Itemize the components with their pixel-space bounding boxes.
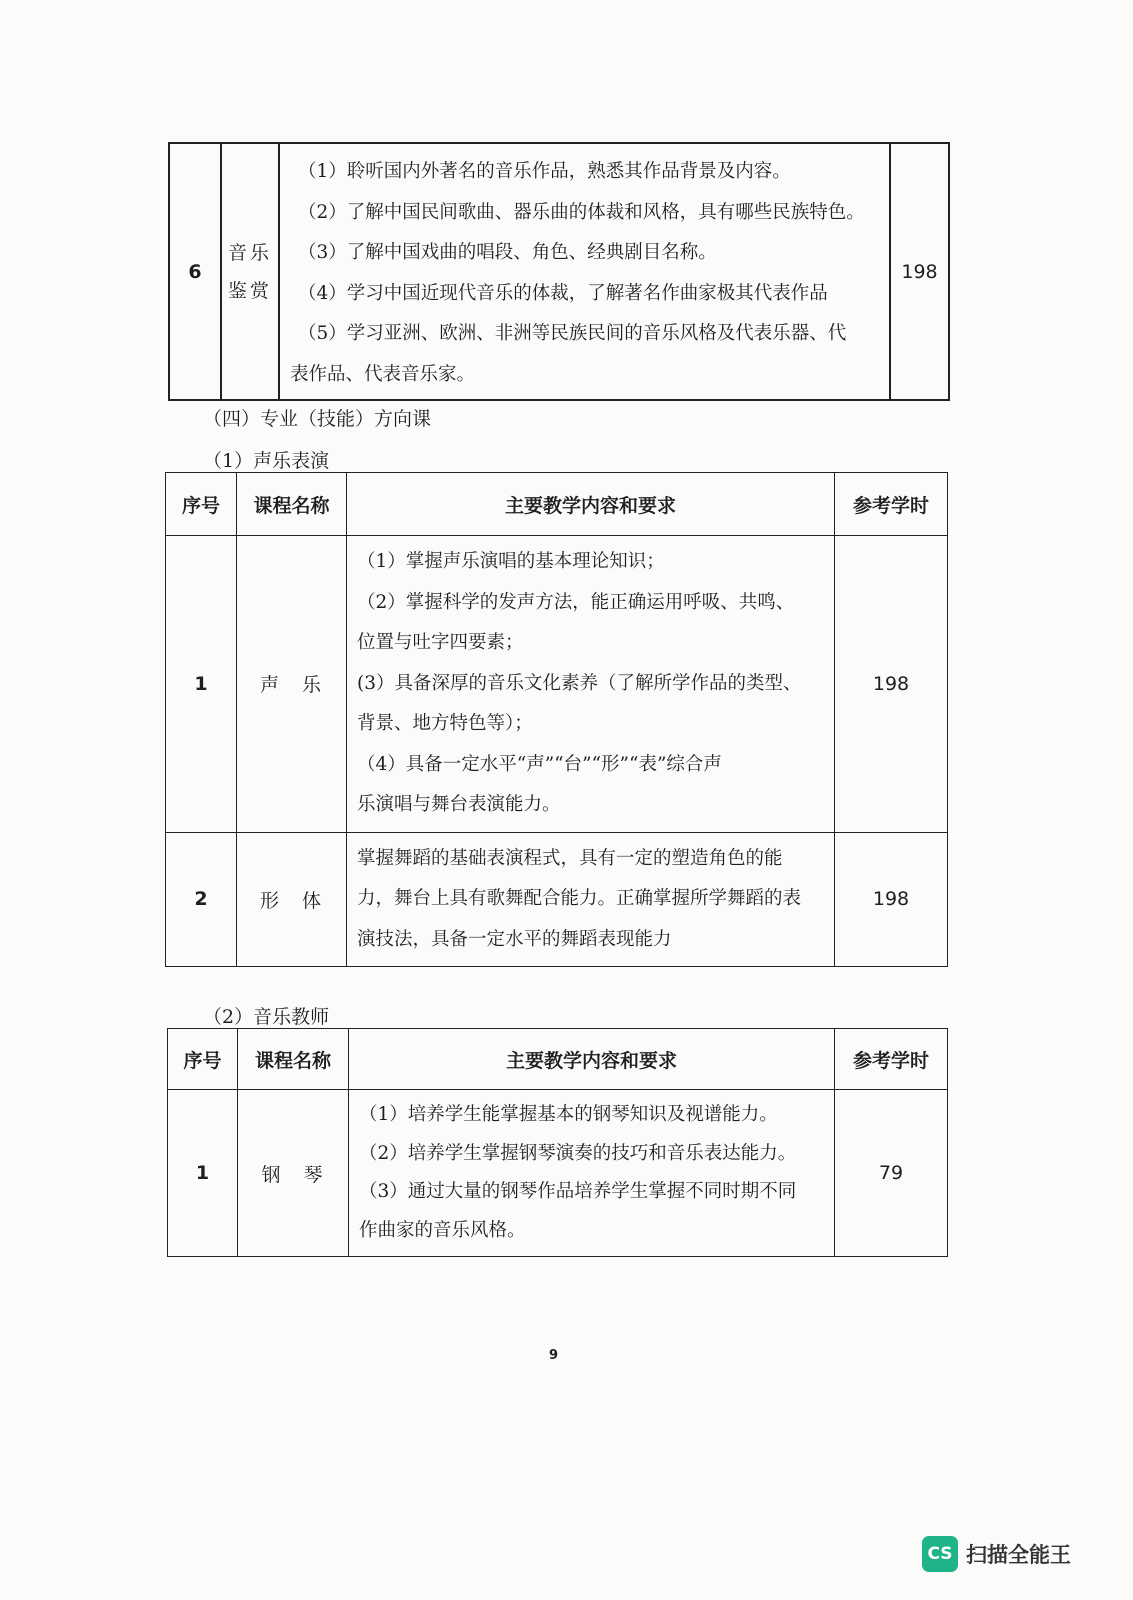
course-name: 钢 琴 (238, 1090, 349, 1257)
content-line: （4）具备一定水平“声”“台”“形”“表”综合声 (357, 753, 722, 775)
reference-hours: 198 (835, 536, 948, 833)
course-name: 声 乐 (237, 536, 347, 833)
section-heading: （四）专业（技能）方向课 (203, 408, 432, 430)
scanner-watermark (922, 1536, 1071, 1572)
table-row (168, 1090, 948, 1257)
vocal-performance-table (165, 472, 948, 967)
content-line: （3）了解中国戏曲的唱段、角色、经典剧目名称。 (298, 242, 717, 263)
row-number: 2 (166, 832, 237, 967)
content-line: 背景、地方特色等）； (357, 713, 533, 734)
table-header-row (166, 473, 948, 536)
content-line: 作曲家的音乐风格。 (359, 1219, 526, 1241)
content-line: 表作品、代表音乐家。 (290, 363, 476, 385)
content-line: （1）掌握声乐演唱的基本理论知识； (357, 551, 665, 572)
row-number: 6 (169, 143, 221, 400)
content-line: （2）培养学生掌握钢琴演奏的技巧和音乐表达能力。 (359, 1142, 797, 1164)
content-line: (3）具备深厚的音乐文化素养（了解所学作品的类型、 (357, 672, 802, 694)
row-number: 1 (166, 536, 237, 833)
course-content (347, 832, 835, 967)
table-header-row (168, 1029, 948, 1090)
header-number: 序号 (166, 473, 237, 536)
row-number: 1 (168, 1090, 238, 1257)
content-line: （2）了解中国民间歌曲、器乐曲的体裁和风格，具有哪些民族特色。 (298, 201, 865, 223)
course-content (347, 536, 835, 833)
content-line: （3）通过大量的钢琴作品培养学生掌握不同时期不同 (359, 1181, 797, 1202)
course-content (349, 1090, 835, 1257)
header-course-name: 课程名称 (237, 473, 347, 536)
table-row (166, 536, 948, 833)
content-line: 乐演唱与舞台表演能力。 (357, 794, 561, 815)
content-line: 位置与吐字四要素； (357, 632, 524, 653)
reference-hours: 198 (890, 143, 949, 400)
reference-hours: 79 (835, 1090, 948, 1257)
course-name: 形 体 (237, 832, 347, 967)
course-name-line: 音乐 (227, 241, 272, 264)
content-line: （1）培养学生能掌握基本的钢琴知识及视谱能力。 (359, 1104, 778, 1125)
reference-hours: 198 (835, 832, 948, 967)
table-row (169, 143, 949, 400)
scanner-app-name: 扫描全能王 (966, 1543, 1071, 1567)
music-teacher-table (167, 1028, 948, 1257)
subsection-heading: （1）声乐表演 (203, 450, 330, 472)
content-line: （4）学习中国近现代音乐的体裁，了解著名作曲家极其代表作品 (298, 282, 828, 304)
content-line: （5）学习亚洲、欧洲、非洲等民族民间的音乐风格及代表乐器、代 (298, 323, 847, 344)
subsection-heading: （2）音乐教师 (203, 1006, 330, 1028)
table-row (166, 832, 948, 967)
course-content (279, 143, 890, 400)
content-line: （2）掌握科学的发声方法，能正确运用呼吸、共鸣、 (357, 591, 795, 613)
header-content: 主要教学内容和要求 (349, 1029, 835, 1090)
content-line: 掌握舞蹈的基础表演程式，具有一定的塑造角色的能 (357, 847, 783, 869)
content-line: （1）聆听国内外著名的音乐作品，熟悉其作品背景及内容。 (298, 161, 791, 182)
course-name-line: 鉴赏 (227, 279, 272, 302)
page-number: 9 (549, 1348, 559, 1363)
header-hours: 参考学时 (835, 1029, 948, 1090)
content-line: 演技法，具备一定水平的舞蹈表现能力 (357, 928, 672, 950)
course-name (221, 143, 279, 400)
header-content: 主要教学内容和要求 (347, 473, 835, 536)
header-course-name: 课程名称 (238, 1029, 349, 1090)
header-number: 序号 (168, 1029, 238, 1090)
scanner-logo-icon: CS (922, 1536, 958, 1572)
header-hours: 参考学时 (835, 473, 948, 536)
music-appreciation-table (168, 142, 950, 401)
content-line: 力，舞台上具有歌舞配合能力。正确掌握所学舞蹈的表 (357, 888, 802, 909)
